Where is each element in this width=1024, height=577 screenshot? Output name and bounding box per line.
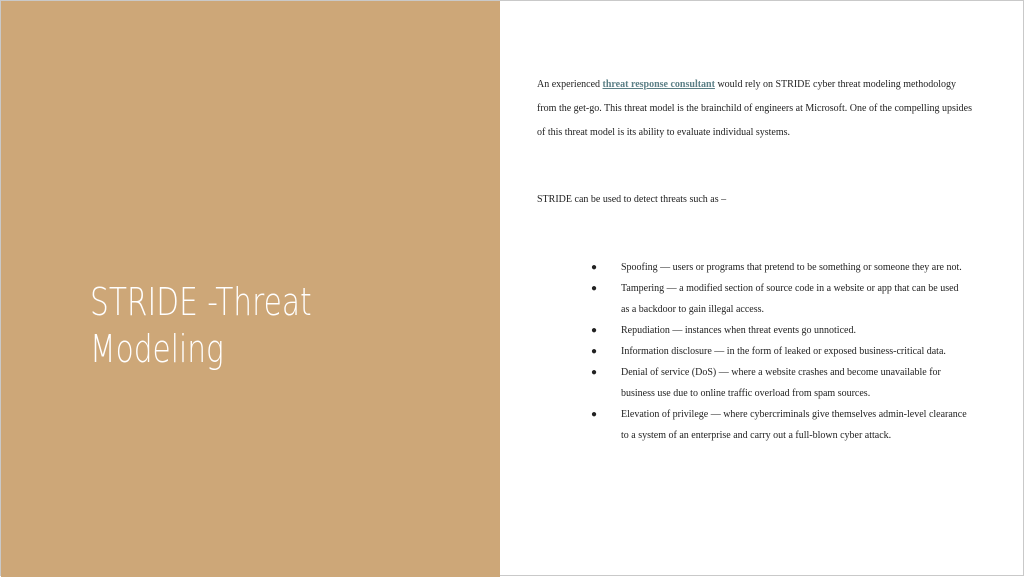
list-item-text: Denial of service (DoS) — where a website crashes and become unavailable for business use due to online traffic overload from spam sources. bbox=[621, 367, 941, 399]
lead-paragraph: STRIDE can be used to detect threats such as – bbox=[537, 194, 727, 205]
list-item-text: Information disclosure — in the form of leaked or exposed business-critical data. bbox=[621, 346, 946, 357]
list-item-text: Tampering — a modified section of source code in a website or app that can be used as a backdoor to gain illegal access. bbox=[621, 283, 959, 315]
bullet-icon: ● bbox=[591, 346, 598, 357]
slide-title-line-2: Modeling bbox=[90, 327, 224, 371]
threat-list bbox=[589, 257, 969, 446]
list-item-repudiation bbox=[589, 320, 969, 341]
list-item-text: Elevation of privilege — where cybercriminals give themselves admin-level clearance to a system of an enterprise and carry out a full-blown cyber attack. bbox=[621, 409, 967, 441]
bullet-icon: ● bbox=[591, 283, 598, 294]
list-item-denial-of-service bbox=[589, 362, 969, 404]
intro-text-start: An experienced bbox=[537, 79, 603, 90]
slide-title bbox=[90, 279, 386, 373]
bullet-icon: ● bbox=[591, 325, 598, 336]
list-item-tampering bbox=[589, 278, 969, 320]
list-item-information-disclosure bbox=[589, 341, 969, 362]
list-item-elevation-of-privilege bbox=[589, 404, 969, 446]
threat-response-consultant-link[interactable]: threat response consultant bbox=[602, 79, 715, 90]
intro-paragraph bbox=[537, 73, 977, 145]
bullet-icon: ● bbox=[591, 262, 598, 273]
slide-title-line-1: STRIDE -Threat bbox=[90, 280, 312, 324]
title-panel bbox=[1, 1, 500, 577]
content-area bbox=[537, 73, 977, 145]
intro-text-end: would rely on STRIDE cyber threat modeling methodology from the get-go. This threat model is the brainchild of engineers at Microsoft. One of the compelling upsides of this threat model is its ability to evaluate individual systems. bbox=[537, 79, 972, 138]
list-item-text: Repudiation — instances when threat events go unnoticed. bbox=[621, 325, 856, 336]
bullet-icon: ● bbox=[591, 409, 598, 420]
bullet-icon: ● bbox=[591, 367, 598, 378]
list-item-spoofing bbox=[589, 257, 969, 278]
list-item-text: Spoofing — users or programs that pretend to be something or someone they are not. bbox=[621, 262, 962, 273]
